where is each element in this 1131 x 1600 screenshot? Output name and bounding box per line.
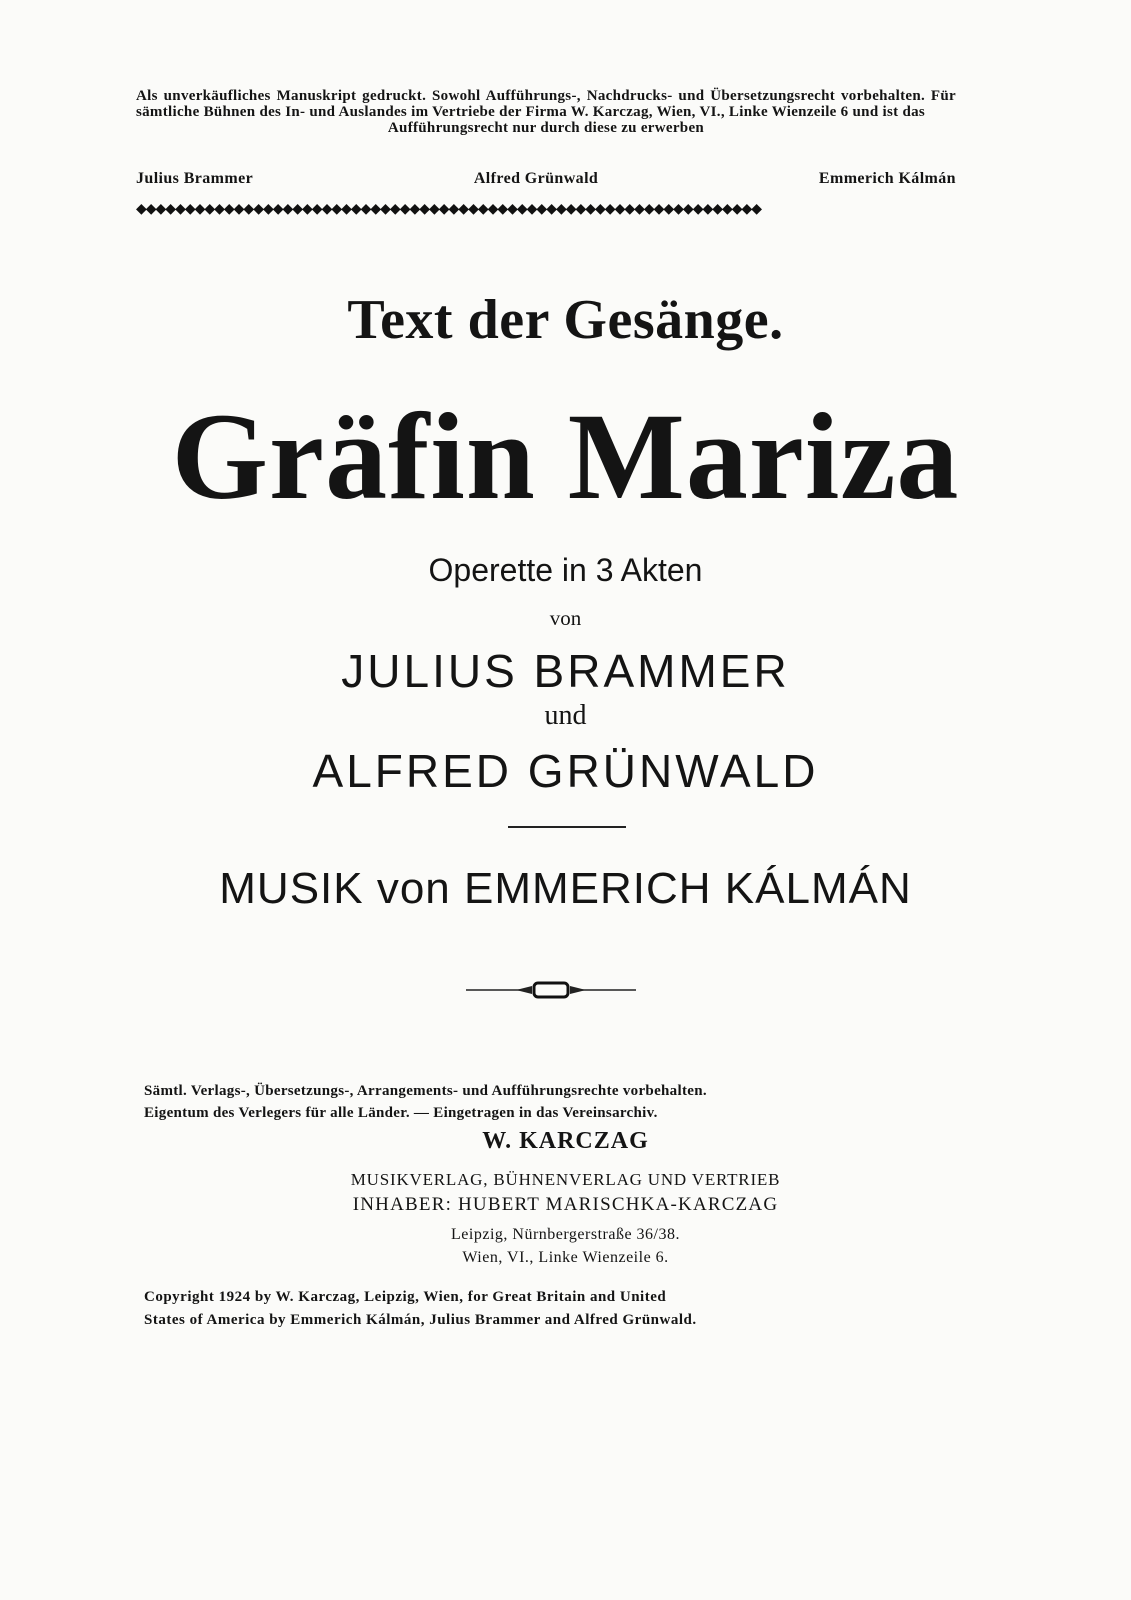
and-word: und xyxy=(544,700,587,731)
rights-notice xyxy=(144,1080,956,1124)
notice-line: Aufführungsrecht nur durch diese zu erwerben xyxy=(387,120,705,136)
notice-author: Emmerich Kálmán xyxy=(818,170,956,187)
publisher-address: Leipzig, Nürnbergerstraße 36/38. xyxy=(451,1226,680,1243)
copyright-line: States of America by Emmerich Kálmán, Julius Brammer and Alfred Grünwald. xyxy=(144,1312,697,1328)
publisher-address: Wien, VI., Linke Wienzeile 6. xyxy=(462,1249,669,1266)
subtitle: Operette in 3 Akten xyxy=(428,552,703,588)
copyright-notice xyxy=(144,1286,956,1332)
notice-line: Als unverkäufliches Manuskript gedruckt. Sowohl Aufführungs-, Nachdrucks- und xyxy=(136,88,705,104)
lyrics-heading: Text der Gesänge. xyxy=(347,289,784,351)
manuscript-notice xyxy=(136,88,956,136)
composer-line: MUSIK von EMMERICH KÁLMÁN xyxy=(219,864,912,913)
author-name: ALFRED GRÜNWALD xyxy=(312,745,819,797)
notice-authors xyxy=(136,170,956,188)
publisher-line: MUSIKVERLAG, BÜHNENVERLAG UND VERTRIEB xyxy=(350,1170,781,1189)
notice-line: Übersetzungsrecht vorbehalten. Für sämtliche Bühnen des In- und Auslandes im xyxy=(136,88,956,120)
divider xyxy=(508,826,626,828)
page-title: Gräfin Mariza xyxy=(171,388,960,525)
notice-author: Julius Brammer xyxy=(136,170,254,187)
rights-line: Sämtl. Verlags-, Übersetzungs-, Arrangements- und Aufführungsrechte vorbehalten. xyxy=(144,1083,707,1099)
by-word: von xyxy=(549,606,582,630)
diamond-divider: ◆◆◆◆◆◆◆◆◆◆◆◆◆◆◆◆◆◆◆◆◆◆◆◆◆◆◆◆◆◆◆◆◆◆◆◆◆◆◆◆◆◆◆◆◆◆◆◆◆◆◆◆◆◆◆◆◆◆◆◆◆◆◆◆ xyxy=(136,202,762,216)
publisher-owner: INHABER: HUBERT MARISCHKA-KARCZAG xyxy=(352,1194,779,1215)
rights-line: Eigentum des Verlegers für alle Länder. — Eingetragen in das Vereinsarchiv. xyxy=(144,1105,658,1121)
notice-line: Vertriebe der Firma W. Karczag, Wien, VI., Linke Wienzeile 6 und ist das xyxy=(432,104,926,120)
author-name: JULIUS BRAMMER xyxy=(341,645,790,697)
publisher-name: W. KARCZAG xyxy=(482,1128,649,1154)
notice-author: Alfred Grünwald xyxy=(473,170,599,187)
copyright-line: Copyright 1924 by W. Karczag, Leipzig, Wien, for Great Britain and United xyxy=(144,1289,667,1305)
ornament-divider xyxy=(466,980,636,1000)
